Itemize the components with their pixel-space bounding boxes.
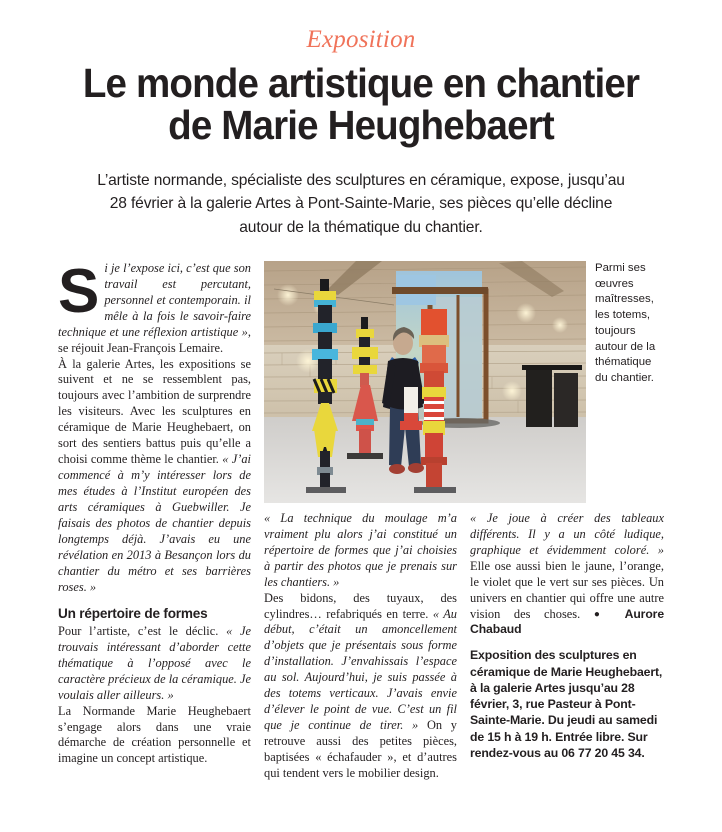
paragraph-4-quote: « Au début, c’était un amoncellement d’objets que je présentais sous forme d’installation. J’envahissais l’espace au sol. Aujourd’hui, je suis passée à des totems verticaux. J’avais envie d’élever le point de vue. C’est un fil que je continue de tirer. »: [264, 606, 457, 733]
column-2: [264, 261, 457, 782]
intro-attribution: , se réjouit Jean-François Lemaire.: [58, 324, 251, 355]
practical-info: Exposition des sculptures en céramique de Marie Heughebaert, à la galerie Artes jusqu’au 28 février, 3, rue Pasteur à Pont-Sainte-Marie. Du jeudi au samedi de 15 h à 19 h. Entrée libre. Sur rendez-vous au 06 77 20 45 34.: [470, 648, 663, 760]
paragraph-3-lead: La Normande Marie Heughebaert s’engage alors dans une vraie démarche de création personnelle et imagine un concept artistique.: [58, 703, 251, 766]
byline-bullet-icon: ●: [593, 608, 611, 620]
paragraph-2: [58, 624, 251, 704]
paragraph-4-lead: Des bidons, des tuyaux, des cylindres… refabriqués en terre.: [264, 590, 457, 621]
paragraph-5-quote: « Je joue à créer des tableaux différents. Il y a un côté ludique, graphique et évidemment coloré. »: [470, 510, 664, 557]
column-3: [470, 261, 664, 761]
paragraph-4-tail: On y retrouve aussi des petites pièces, baptisées « échafauder », et d’autres qui tendent vers le mobilier design.: [264, 718, 457, 780]
paragraph-1: [58, 357, 251, 596]
paragraph-3-continued: [264, 511, 457, 591]
byline-author: Aurore Chabaud: [470, 606, 664, 637]
paragraph-1-text: À la galerie Artes, les expositions se suivent et ne se ressemblent pas, toujours avec l’ambition de surprendre les visiteurs. Avec les sculptures en céramique de Marie Heughebaert, on sort des sentiers battus puis qu’elle a choisi comme thème le chantier.: [58, 356, 251, 467]
paragraph-1-quote: « J’ai commencé à m’y intéresser lors de mes études à l’Institut européen des arts céramiques à Guebwiller. Je faisais des photos de chantier depuis longtemps déjà. J’avais eu une révélation en 2013 à Besançon lors du chantier du métro et ses barrières roses. »: [58, 452, 251, 594]
intro-quote: Si je l’expose ici, c’est que son travail est percutant, personnel et contemporain. il mêle à la fois le savoir-faire technique et une réflexion artistique »: [58, 256, 251, 339]
paragraph-5-tail: Elle ose aussi bien le jaune, l’orange, le violet que le vert sur ses pièces. Un univers en chantier qui offre une autre vision des choses.: [470, 558, 664, 621]
page-title: Le monde artistique en chantier de Marie Heughebaert: [82, 59, 640, 149]
intro-paragraph: [58, 256, 251, 357]
paragraph-4: [264, 591, 457, 782]
column-2-photo-spacer: [264, 261, 457, 511]
paragraph-5: [470, 511, 664, 639]
article-kicker: Exposition: [306, 26, 416, 53]
section-subhead: Un répertoire de formes: [58, 605, 208, 621]
paragraph-3-quote: « La technique du moulage m’a vraiment plu alors j’ai constitué un répertoire de formes que j’ai choisies à partir des photos que je prenais sur les chantiers. »: [264, 510, 457, 589]
photo-caption: Parmi ses œuvres maîtresses, les totems, toujours autour de la thématique du chantier.: [595, 261, 656, 385]
article-standfirst: L’artiste normande, spécialiste des sculptures en céramique, expose, jusqu’au 28 février à la galerie Artes à Pont-Sainte-Marie, ses pièces qu’elle décline autour de la thématique du chantier.: [97, 171, 625, 236]
column-3-photo-spacer: [470, 261, 664, 511]
column-1: [58, 256, 251, 767]
paragraph-2-lead: Pour l’artiste, c’est le déclic.: [58, 623, 227, 638]
paragraph-3: [58, 704, 251, 768]
paragraph-2-quote: « Je trouvais intéressant d’aborder cette thématique à l’opposé avec le caractère précieux de la céramique. Je voulais aller ailleurs. »: [58, 623, 251, 702]
